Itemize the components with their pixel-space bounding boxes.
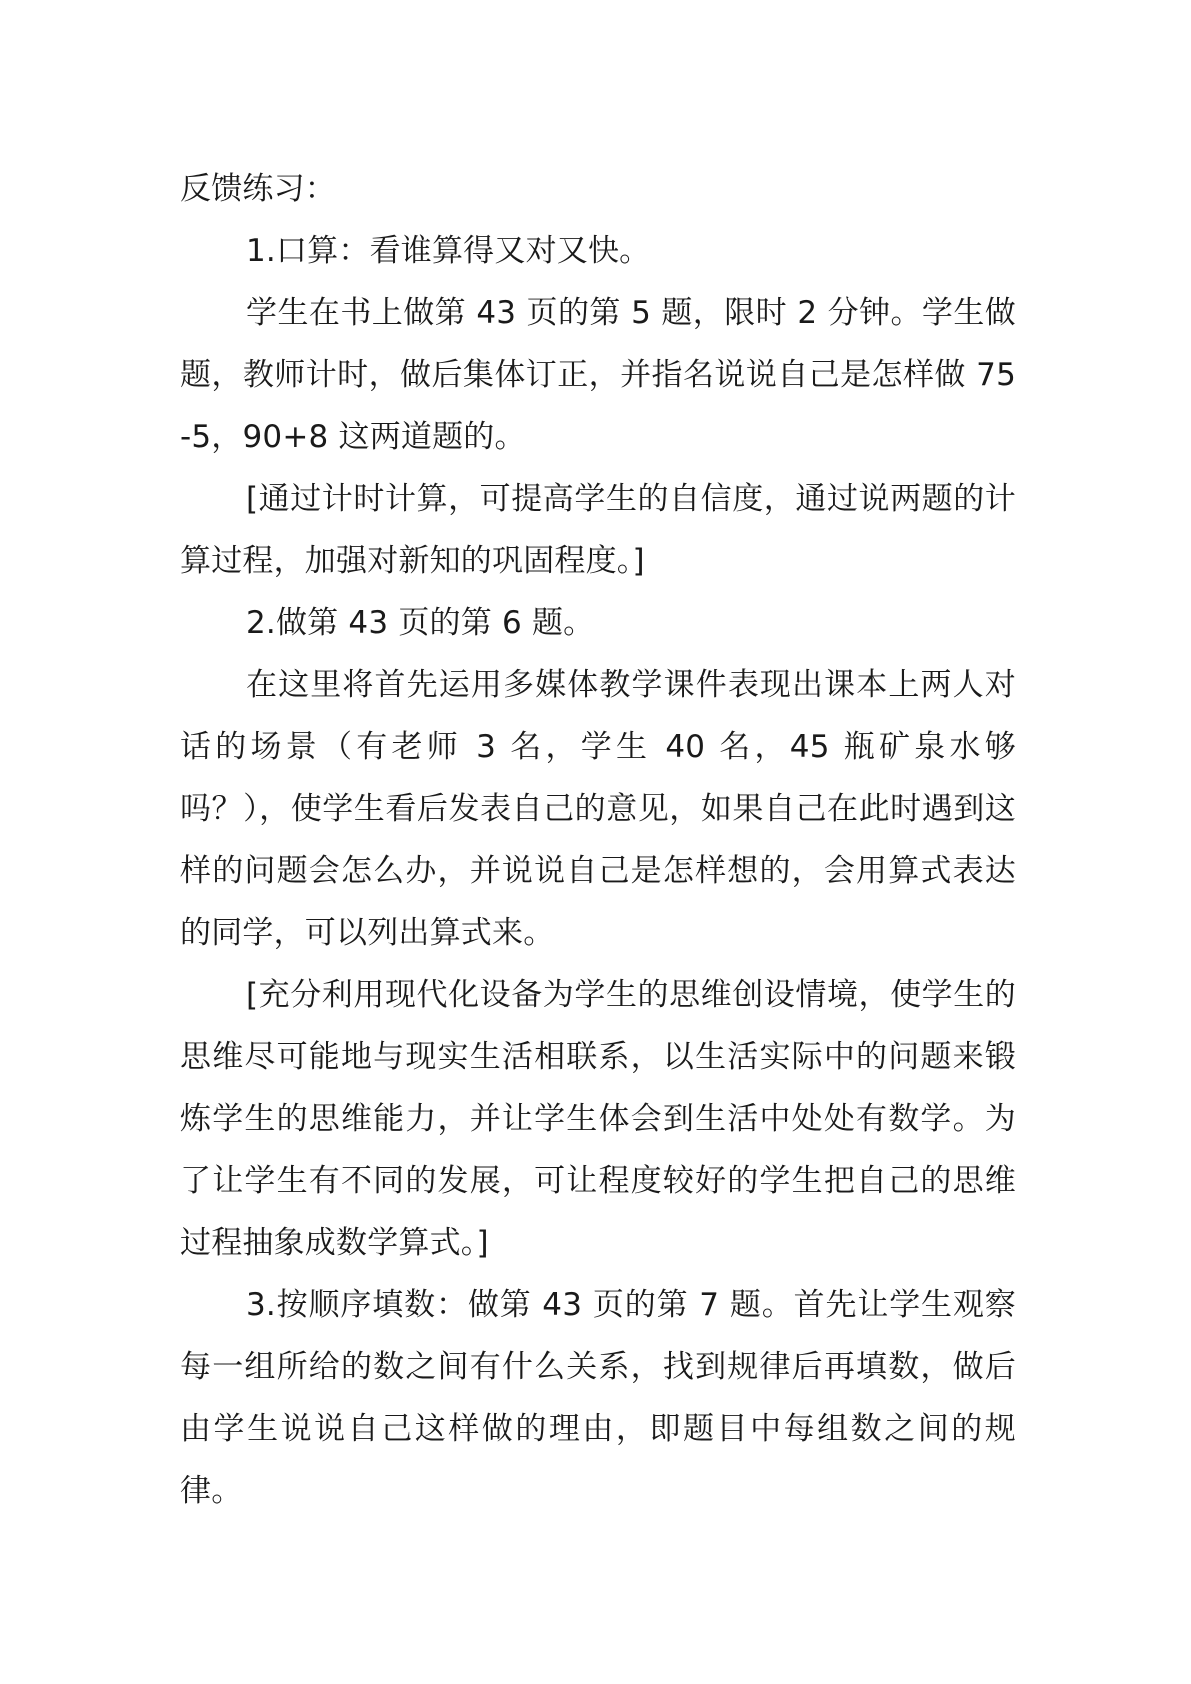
exercise-2-title: 2.做第 43 页的第 6 题。 bbox=[246, 605, 595, 641]
document-page bbox=[180, 158, 1016, 1522]
exercise-1-title: 1.口算：看谁算得又对又快。 bbox=[246, 233, 651, 269]
section-heading: 反馈练习： bbox=[180, 171, 336, 207]
exercise-2-note: [充分利用现代化设备为学生的思维创设情境，使学生的思维尽可能地与现实生活相联系，以生活实际中的问题来锻炼学生的思维能力，并让学生体会到生活中处处有数学。为了让学生有不同的发展，可让程度较好的学生把自己的思维过程抽象成数学算式。] bbox=[180, 977, 1016, 1261]
exercise-1-note: [通过计时计算，可提高学生的自信度，通过说两题的计算过程，加强对新知的巩固程度。] bbox=[180, 481, 1016, 579]
exercise-1-procedure: 学生在书上做第 43 页的第 5 题，限时 2 分钟。学生做题，教师计时，做后集体订正，并指名说说自己是怎样做 75-5，90+8 这两道题的。 bbox=[180, 295, 1016, 455]
exercise-3-paragraph: 3.按顺序填数：做第 43 页的第 7 题。首先让学生观察每一组所给的数之间有什么关系，找到规律后再填数，做后由学生说说自己这样做的理由，即题目中每组数之间的规律。 bbox=[180, 1287, 1016, 1509]
exercise-2-procedure: 在这里将首先运用多媒体教学课件表现出课本上两人对话的场景（有老师 3 名，学生 40 名，45 瓶矿泉水够吗？），使学生看后发表自己的意见，如果自己在此时遇到这样的问题会怎么办，并说说自己是怎样想的，会用算式表达的同学，可以列出算式来。 bbox=[180, 667, 1016, 951]
